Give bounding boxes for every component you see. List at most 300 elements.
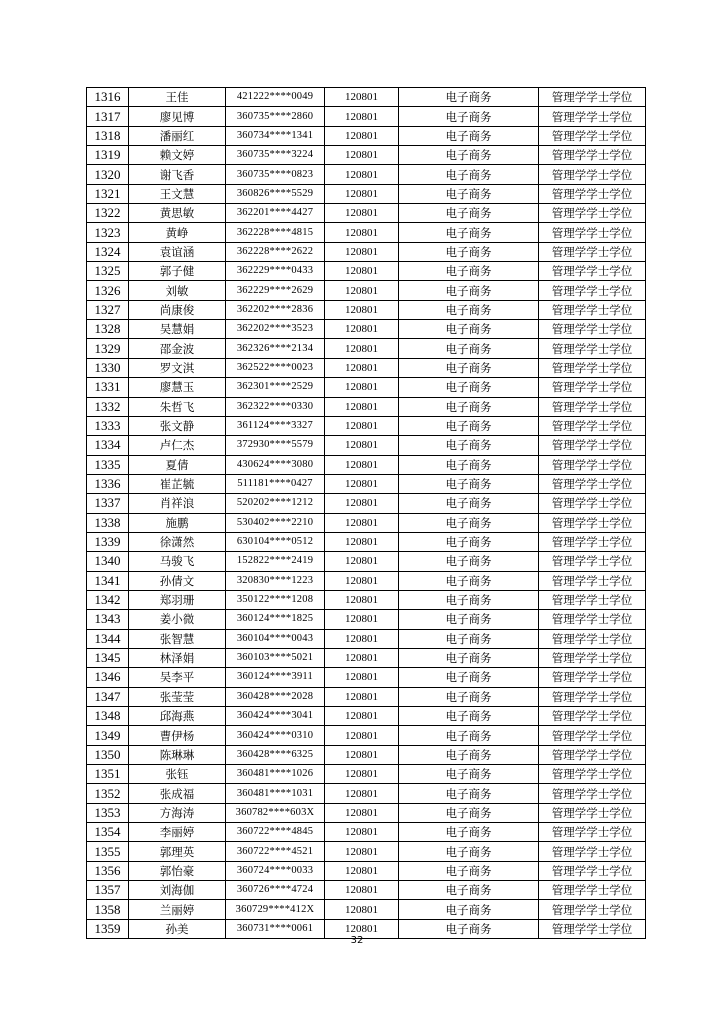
table-row: [87, 610, 646, 629]
student-name-cell: 张成福: [129, 784, 226, 803]
degree-cell: 管理学学士学位: [539, 281, 646, 300]
major-code-cell: 120801: [325, 842, 399, 861]
row-number-cell: 1321: [87, 184, 129, 203]
student-name-cell: 夏倩: [129, 455, 226, 474]
table-row: [87, 745, 646, 764]
table-body: [87, 88, 646, 939]
id-number-cell: 360722****4845: [226, 823, 325, 842]
table-row: [87, 629, 646, 648]
row-number-cell: 1318: [87, 126, 129, 145]
id-number-cell: 360428****6325: [226, 745, 325, 764]
degree-cell: 管理学学士学位: [539, 436, 646, 455]
table-row: [87, 784, 646, 803]
id-number-cell: 362228****2622: [226, 242, 325, 261]
major-name-cell: 电子商务: [399, 126, 539, 145]
id-number-cell: 362229****2629: [226, 281, 325, 300]
id-number-cell: 362229****0433: [226, 262, 325, 281]
id-number-cell: 360124****1825: [226, 610, 325, 629]
major-name-cell: 电子商务: [399, 378, 539, 397]
major-name-cell: 电子商务: [399, 726, 539, 745]
id-number-cell: 360481****1026: [226, 765, 325, 784]
row-number-cell: 1338: [87, 513, 129, 532]
table-row: [87, 146, 646, 165]
id-number-cell: 362322****0330: [226, 397, 325, 416]
row-number-cell: 1337: [87, 494, 129, 513]
student-name-cell: 郭理英: [129, 842, 226, 861]
row-number-cell: 1350: [87, 745, 129, 764]
major-name-cell: 电子商务: [399, 900, 539, 919]
student-name-cell: 黄思敏: [129, 204, 226, 223]
degree-cell: 管理学学士学位: [539, 513, 646, 532]
id-number-cell: 360726****4724: [226, 881, 325, 900]
id-number-cell: 360731****0061: [226, 919, 325, 938]
row-number-cell: 1352: [87, 784, 129, 803]
major-code-cell: 120801: [325, 242, 399, 261]
row-number-cell: 1336: [87, 474, 129, 493]
major-code-cell: 120801: [325, 745, 399, 764]
id-number-cell: 360424****0310: [226, 726, 325, 745]
major-code-cell: 120801: [325, 687, 399, 706]
id-number-cell: 372930****5579: [226, 436, 325, 455]
student-name-cell: 谢飞香: [129, 165, 226, 184]
major-code-cell: 120801: [325, 184, 399, 203]
student-name-cell: 袁谊涵: [129, 242, 226, 261]
major-code-cell: 120801: [325, 320, 399, 339]
major-name-cell: 电子商务: [399, 513, 539, 532]
row-number-cell: 1320: [87, 165, 129, 184]
degree-cell: 管理学学士学位: [539, 707, 646, 726]
major-code-cell: 120801: [325, 378, 399, 397]
major-name-cell: 电子商务: [399, 204, 539, 223]
student-name-cell: 刘海伽: [129, 881, 226, 900]
row-number-cell: 1331: [87, 378, 129, 397]
degree-cell: 管理学学士学位: [539, 204, 646, 223]
id-number-cell: 360735****0823: [226, 165, 325, 184]
student-name-cell: 尚康俊: [129, 300, 226, 319]
major-code-cell: 120801: [325, 784, 399, 803]
id-number-cell: 360826****5529: [226, 184, 325, 203]
degree-cell: 管理学学士学位: [539, 842, 646, 861]
table-row: [87, 436, 646, 455]
row-number-cell: 1325: [87, 262, 129, 281]
table-row: [87, 126, 646, 145]
major-code-cell: 120801: [325, 262, 399, 281]
student-name-cell: 徐潇然: [129, 532, 226, 551]
degree-cell: 管理学学士学位: [539, 823, 646, 842]
degree-cell: 管理学学士学位: [539, 610, 646, 629]
student-name-cell: 肖祥浪: [129, 494, 226, 513]
id-number-cell: 360729****412X: [226, 900, 325, 919]
row-number-cell: 1345: [87, 648, 129, 667]
major-code-cell: 120801: [325, 765, 399, 784]
student-name-cell: 王佳: [129, 88, 226, 107]
row-number-cell: 1334: [87, 436, 129, 455]
major-name-cell: 电子商务: [399, 300, 539, 319]
student-name-cell: 林泽娟: [129, 648, 226, 667]
degree-cell: 管理学学士学位: [539, 339, 646, 358]
table-row: [87, 455, 646, 474]
table-row: [87, 474, 646, 493]
row-number-cell: 1355: [87, 842, 129, 861]
id-number-cell: 530402****2210: [226, 513, 325, 532]
degree-list-table: [86, 87, 646, 939]
row-number-cell: 1323: [87, 223, 129, 242]
major-name-cell: 电子商务: [399, 532, 539, 551]
table-row: [87, 668, 646, 687]
table-row: [87, 803, 646, 822]
major-name-cell: 电子商务: [399, 648, 539, 667]
id-number-cell: 511181****0427: [226, 474, 325, 493]
degree-cell: 管理学学士学位: [539, 107, 646, 126]
id-number-cell: 362201****4427: [226, 204, 325, 223]
degree-cell: 管理学学士学位: [539, 687, 646, 706]
major-name-cell: 电子商务: [399, 552, 539, 571]
major-code-cell: 120801: [325, 707, 399, 726]
id-number-cell: 362301****2529: [226, 378, 325, 397]
major-name-cell: 电子商务: [399, 687, 539, 706]
major-name-cell: 电子商务: [399, 397, 539, 416]
student-name-cell: 刘敏: [129, 281, 226, 300]
major-code-cell: 120801: [325, 146, 399, 165]
id-number-cell: 360424****3041: [226, 707, 325, 726]
table-row: [87, 590, 646, 609]
id-number-cell: 362228****4815: [226, 223, 325, 242]
table-row: [87, 648, 646, 667]
id-number-cell: 350122****1208: [226, 590, 325, 609]
student-name-cell: 崔芷毓: [129, 474, 226, 493]
table-row: [87, 339, 646, 358]
degree-cell: 管理学学士学位: [539, 745, 646, 764]
id-number-cell: 430624****3080: [226, 455, 325, 474]
table-row: [87, 378, 646, 397]
row-number-cell: 1332: [87, 397, 129, 416]
student-name-cell: 张文静: [129, 416, 226, 435]
table-row: [87, 107, 646, 126]
table-row: [87, 687, 646, 706]
id-number-cell: 362522****0023: [226, 358, 325, 377]
id-number-cell: 362202****3523: [226, 320, 325, 339]
row-number-cell: 1354: [87, 823, 129, 842]
table-row: [87, 184, 646, 203]
major-name-cell: 电子商务: [399, 610, 539, 629]
id-number-cell: 360734****1341: [226, 126, 325, 145]
id-number-cell: 360724****0033: [226, 861, 325, 880]
table-row: [87, 726, 646, 745]
table-row: [87, 532, 646, 551]
degree-cell: 管理学学士学位: [539, 881, 646, 900]
id-number-cell: 360124****3911: [226, 668, 325, 687]
student-name-cell: 廖慧玉: [129, 378, 226, 397]
row-number-cell: 1329: [87, 339, 129, 358]
degree-cell: 管理学学士学位: [539, 861, 646, 880]
student-name-cell: 张智慧: [129, 629, 226, 648]
major-name-cell: 电子商务: [399, 629, 539, 648]
student-name-cell: 邱海燕: [129, 707, 226, 726]
student-name-cell: 方海涛: [129, 803, 226, 822]
id-number-cell: 360722****4521: [226, 842, 325, 861]
degree-cell: 管理学学士学位: [539, 726, 646, 745]
row-number-cell: 1340: [87, 552, 129, 571]
major-code-cell: 120801: [325, 494, 399, 513]
row-number-cell: 1335: [87, 455, 129, 474]
table-row: [87, 242, 646, 261]
table-row: [87, 765, 646, 784]
row-number-cell: 1333: [87, 416, 129, 435]
degree-cell: 管理学学士学位: [539, 919, 646, 938]
major-name-cell: 电子商务: [399, 590, 539, 609]
id-number-cell: 320830****1223: [226, 571, 325, 590]
table-row: [87, 397, 646, 416]
id-number-cell: 421222****0049: [226, 88, 325, 107]
degree-cell: 管理学学士学位: [539, 590, 646, 609]
degree-cell: 管理学学士学位: [539, 88, 646, 107]
degree-cell: 管理学学士学位: [539, 784, 646, 803]
major-code-cell: 120801: [325, 513, 399, 532]
major-name-cell: 电子商务: [399, 107, 539, 126]
major-name-cell: 电子商务: [399, 320, 539, 339]
major-name-cell: 电子商务: [399, 455, 539, 474]
major-code-cell: 120801: [325, 204, 399, 223]
major-name-cell: 电子商务: [399, 242, 539, 261]
id-number-cell: 152822****2419: [226, 552, 325, 571]
id-number-cell: 520202****1212: [226, 494, 325, 513]
student-name-cell: 郭怡豪: [129, 861, 226, 880]
major-name-cell: 电子商务: [399, 765, 539, 784]
major-code-cell: 120801: [325, 126, 399, 145]
degree-cell: 管理学学士学位: [539, 262, 646, 281]
student-name-cell: 李丽婷: [129, 823, 226, 842]
id-number-cell: 360735****2860: [226, 107, 325, 126]
row-number-cell: 1317: [87, 107, 129, 126]
major-code-cell: 120801: [325, 823, 399, 842]
major-name-cell: 电子商务: [399, 919, 539, 938]
row-number-cell: 1351: [87, 765, 129, 784]
student-name-cell: 施鹏: [129, 513, 226, 532]
table-row: [87, 861, 646, 880]
table-row: [87, 281, 646, 300]
degree-cell: 管理学学士学位: [539, 648, 646, 667]
degree-cell: 管理学学士学位: [539, 300, 646, 319]
major-name-cell: 电子商务: [399, 861, 539, 880]
degree-cell: 管理学学士学位: [539, 397, 646, 416]
row-number-cell: 1346: [87, 668, 129, 687]
degree-cell: 管理学学士学位: [539, 416, 646, 435]
major-name-cell: 电子商务: [399, 842, 539, 861]
major-name-cell: 电子商务: [399, 571, 539, 590]
major-name-cell: 电子商务: [399, 184, 539, 203]
degree-cell: 管理学学士学位: [539, 223, 646, 242]
table-row: [87, 571, 646, 590]
degree-cell: 管理学学士学位: [539, 455, 646, 474]
student-name-cell: 郭子健: [129, 262, 226, 281]
student-name-cell: 张钰: [129, 765, 226, 784]
row-number-cell: 1327: [87, 300, 129, 319]
id-number-cell: 360782****603X: [226, 803, 325, 822]
student-name-cell: 姜小微: [129, 610, 226, 629]
major-code-cell: 120801: [325, 165, 399, 184]
degree-cell: 管理学学士学位: [539, 532, 646, 551]
major-code-cell: 120801: [325, 571, 399, 590]
table-row: [87, 320, 646, 339]
major-code-cell: 120801: [325, 416, 399, 435]
degree-cell: 管理学学士学位: [539, 629, 646, 648]
degree-cell: 管理学学士学位: [539, 494, 646, 513]
row-number-cell: 1339: [87, 532, 129, 551]
student-name-cell: 卢仁杰: [129, 436, 226, 455]
id-number-cell: 360428****2028: [226, 687, 325, 706]
degree-cell: 管理学学士学位: [539, 165, 646, 184]
major-code-cell: 120801: [325, 358, 399, 377]
table-row: [87, 358, 646, 377]
degree-cell: 管理学学士学位: [539, 571, 646, 590]
table-row: [87, 900, 646, 919]
major-name-cell: 电子商务: [399, 436, 539, 455]
student-name-cell: 兰丽婷: [129, 900, 226, 919]
major-name-cell: 电子商务: [399, 146, 539, 165]
id-number-cell: 362202****2836: [226, 300, 325, 319]
major-code-cell: 120801: [325, 107, 399, 126]
table-row: [87, 262, 646, 281]
major-name-cell: 电子商务: [399, 474, 539, 493]
major-code-cell: 120801: [325, 436, 399, 455]
id-number-cell: 360481****1031: [226, 784, 325, 803]
table-row: [87, 416, 646, 435]
table-row: [87, 165, 646, 184]
id-number-cell: 360735****3224: [226, 146, 325, 165]
row-number-cell: 1347: [87, 687, 129, 706]
major-name-cell: 电子商务: [399, 416, 539, 435]
row-number-cell: 1330: [87, 358, 129, 377]
major-code-cell: 120801: [325, 610, 399, 629]
student-name-cell: 郑羽珊: [129, 590, 226, 609]
table-row: [87, 494, 646, 513]
degree-cell: 管理学学士学位: [539, 320, 646, 339]
degree-cell: 管理学学士学位: [539, 474, 646, 493]
row-number-cell: 1342: [87, 590, 129, 609]
degree-cell: 管理学学士学位: [539, 146, 646, 165]
id-number-cell: 360103****5021: [226, 648, 325, 667]
row-number-cell: 1357: [87, 881, 129, 900]
major-name-cell: 电子商务: [399, 707, 539, 726]
row-number-cell: 1322: [87, 204, 129, 223]
degree-cell: 管理学学士学位: [539, 126, 646, 145]
major-name-cell: 电子商务: [399, 803, 539, 822]
row-number-cell: 1348: [87, 707, 129, 726]
student-name-cell: 朱哲飞: [129, 397, 226, 416]
major-code-cell: 120801: [325, 455, 399, 474]
major-name-cell: 电子商务: [399, 223, 539, 242]
row-number-cell: 1326: [87, 281, 129, 300]
student-name-cell: 吴慧娟: [129, 320, 226, 339]
major-code-cell: 120801: [325, 223, 399, 242]
major-code-cell: 120801: [325, 668, 399, 687]
table-row: [87, 842, 646, 861]
row-number-cell: 1353: [87, 803, 129, 822]
major-code-cell: 120801: [325, 648, 399, 667]
major-name-cell: 电子商务: [399, 358, 539, 377]
student-name-cell: 王文慧: [129, 184, 226, 203]
table-row: [87, 88, 646, 107]
major-code-cell: 120801: [325, 532, 399, 551]
major-code-cell: 120801: [325, 629, 399, 648]
major-code-cell: 120801: [325, 474, 399, 493]
degree-cell: 管理学学士学位: [539, 242, 646, 261]
major-code-cell: 120801: [325, 552, 399, 571]
major-name-cell: 电子商务: [399, 88, 539, 107]
table-row: [87, 204, 646, 223]
student-name-cell: 马骏飞: [129, 552, 226, 571]
table-row: [87, 823, 646, 842]
row-number-cell: 1349: [87, 726, 129, 745]
major-name-cell: 电子商务: [399, 668, 539, 687]
degree-cell: 管理学学士学位: [539, 358, 646, 377]
row-number-cell: 1356: [87, 861, 129, 880]
table-row: [87, 881, 646, 900]
degree-cell: 管理学学士学位: [539, 552, 646, 571]
major-code-cell: 120801: [325, 590, 399, 609]
major-name-cell: 电子商务: [399, 165, 539, 184]
row-number-cell: 1324: [87, 242, 129, 261]
table-row: [87, 552, 646, 571]
table-row: [87, 513, 646, 532]
degree-cell: 管理学学士学位: [539, 803, 646, 822]
major-code-cell: 120801: [325, 339, 399, 358]
student-name-cell: 赖文婷: [129, 146, 226, 165]
row-number-cell: 1343: [87, 610, 129, 629]
table-row: [87, 223, 646, 242]
major-name-cell: 电子商务: [399, 784, 539, 803]
major-code-cell: 120801: [325, 900, 399, 919]
major-code-cell: 120801: [325, 919, 399, 938]
degree-cell: 管理学学士学位: [539, 900, 646, 919]
id-number-cell: 360104****0043: [226, 629, 325, 648]
major-name-cell: 电子商务: [399, 262, 539, 281]
table-row: [87, 300, 646, 319]
degree-cell: 管理学学士学位: [539, 765, 646, 784]
table-row: [87, 707, 646, 726]
major-code-cell: 120801: [325, 726, 399, 745]
row-number-cell: 1316: [87, 88, 129, 107]
row-number-cell: 1359: [87, 919, 129, 938]
major-code-cell: 120801: [325, 881, 399, 900]
major-name-cell: 电子商务: [399, 881, 539, 900]
major-code-cell: 120801: [325, 281, 399, 300]
major-name-cell: 电子商务: [399, 745, 539, 764]
major-code-cell: 120801: [325, 88, 399, 107]
id-number-cell: 361124****3327: [226, 416, 325, 435]
row-number-cell: 1341: [87, 571, 129, 590]
student-name-cell: 邵金波: [129, 339, 226, 358]
id-number-cell: 630104****0512: [226, 532, 325, 551]
major-code-cell: 120801: [325, 861, 399, 880]
major-name-cell: 电子商务: [399, 823, 539, 842]
major-name-cell: 电子商务: [399, 281, 539, 300]
student-name-cell: 吴李平: [129, 668, 226, 687]
id-number-cell: 362326****2134: [226, 339, 325, 358]
student-name-cell: 廖见博: [129, 107, 226, 126]
page-number: 32: [350, 935, 364, 946]
degree-cell: 管理学学士学位: [539, 184, 646, 203]
row-number-cell: 1358: [87, 900, 129, 919]
student-name-cell: 陈琳琳: [129, 745, 226, 764]
row-number-cell: 1328: [87, 320, 129, 339]
major-name-cell: 电子商务: [399, 339, 539, 358]
student-name-cell: 潘丽红: [129, 126, 226, 145]
student-name-cell: 罗文淇: [129, 358, 226, 377]
student-name-cell: 曹伊杨: [129, 726, 226, 745]
degree-cell: 管理学学士学位: [539, 378, 646, 397]
student-name-cell: 孙美: [129, 919, 226, 938]
